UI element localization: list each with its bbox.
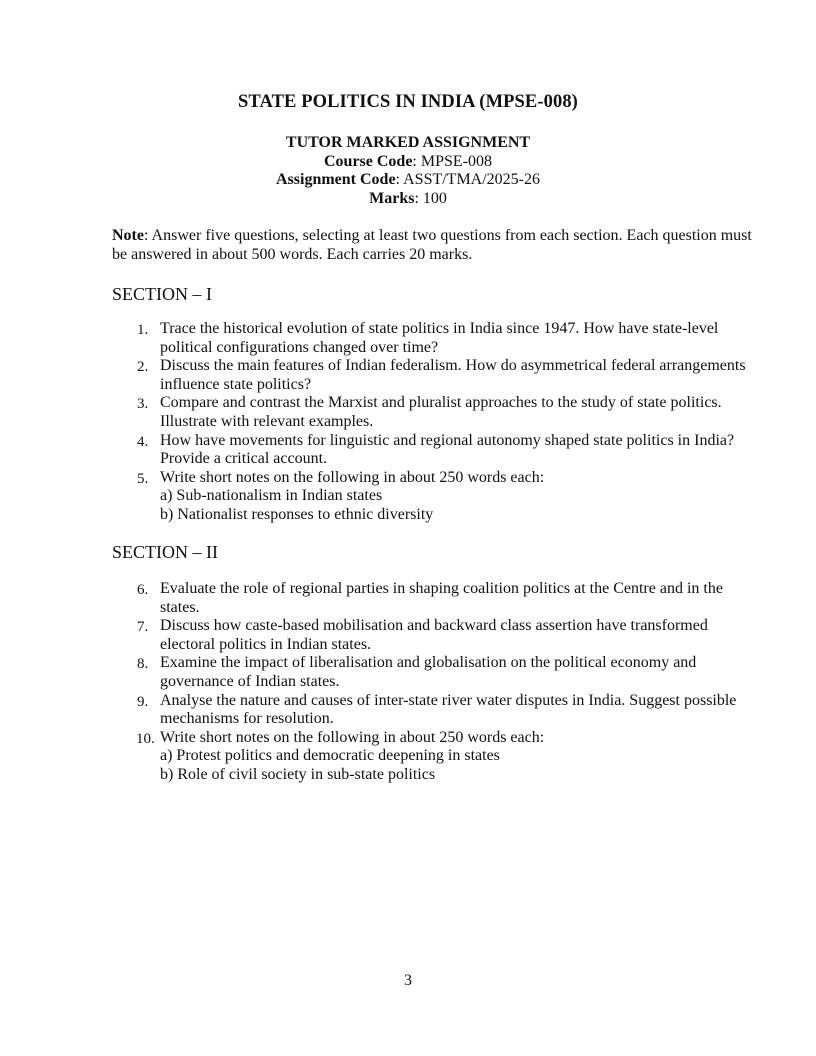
question-text: Discuss how caste-based mobilisation and backward class assertion have transformed electoral politics in Indian states. (160, 617, 708, 653)
instructions-note (112, 227, 762, 264)
question-number: 3. (137, 396, 149, 413)
question-number: 10. (136, 730, 155, 747)
question-number: 5. (137, 470, 149, 487)
question-number: 8. (137, 656, 149, 673)
question-item (112, 469, 762, 525)
section-heading: SECTION – II (112, 542, 218, 562)
assignment-meta (0, 134, 816, 208)
note-text: : Answer five questions, selecting at least two questions from each section. Each question must be answered in about 500 words. Each carries 20 marks. (112, 227, 752, 263)
question-item (112, 394, 762, 431)
question-item (112, 729, 762, 785)
document-title: STATE POLITICS IN INDIA (MPSE-008) (238, 92, 578, 112)
page-number: 3 (404, 972, 412, 989)
question-number: 7. (137, 619, 149, 636)
question-text: Write short notes on the following in about 250 words each: (160, 468, 545, 486)
question-text: How have movements for linguistic and regional autonomy shaped state politics in India? Provide a critical account. (160, 431, 735, 468)
marks-value: : 100 (414, 189, 447, 207)
question-number: 1. (137, 322, 149, 338)
question-number: 6. (137, 582, 149, 598)
question-item (112, 692, 762, 729)
question-number: 2. (137, 359, 149, 376)
assignment-code (0, 171, 816, 190)
sub-question: b) Role of civil society in sub-state politics (160, 765, 436, 783)
course-code-value: : MPSE-008 (412, 152, 492, 170)
question-list (112, 320, 762, 525)
question-item (112, 617, 762, 654)
question-text: Trace the historical evolution of state politics in India since 1947. How have state-level political configurations changed over time? (160, 320, 719, 356)
marks-label: Marks (369, 189, 415, 207)
question-item (112, 320, 762, 357)
course-code-label: Course Code (323, 152, 413, 170)
question-text: Write short notes on the following in about 250 words each: (160, 728, 545, 746)
marks (0, 190, 816, 209)
question-number: 9. (137, 693, 149, 710)
question-text: Evaluate the role of regional parties in shaping coalition politics at the Centre and in the states. (160, 580, 723, 616)
section-heading: SECTION – I (112, 284, 212, 304)
assignment-subtitle: TUTOR MARKED ASSIGNMENT (285, 134, 531, 151)
question-number: 4. (137, 433, 149, 450)
course-code (0, 153, 816, 172)
assignment-code-value: : ASST/TMA/2025-26 (395, 171, 541, 188)
assignment-code-label: Assignment Code (275, 171, 396, 188)
question-item (112, 580, 762, 617)
note-label: Note (112, 227, 144, 244)
question-list (112, 580, 762, 785)
sub-question: b) Nationalist responses to ethnic diversity (160, 505, 434, 523)
question-item (112, 432, 762, 469)
question-text: Analyse the nature and causes of inter-state river water disputes in India. Suggest possible mechanisms for resolution. (160, 691, 737, 728)
question-item (112, 357, 762, 394)
question-item (112, 654, 762, 691)
question-text: Compare and contrast the Marxist and pluralist approaches to the study of state politics. Illustrate with relevant examples. (160, 394, 722, 430)
question-text: Discuss the main features of Indian federalism. How do asymmetrical federal arrangements influence state politics? (160, 357, 746, 393)
sub-question: a) Sub-nationalism in Indian states (160, 487, 383, 505)
question-text: Examine the impact of liberalisation and globalisation on the political economy and governance of Indian states. (160, 654, 697, 690)
sub-question: a) Protest politics and democratic deepening in states (160, 747, 500, 765)
